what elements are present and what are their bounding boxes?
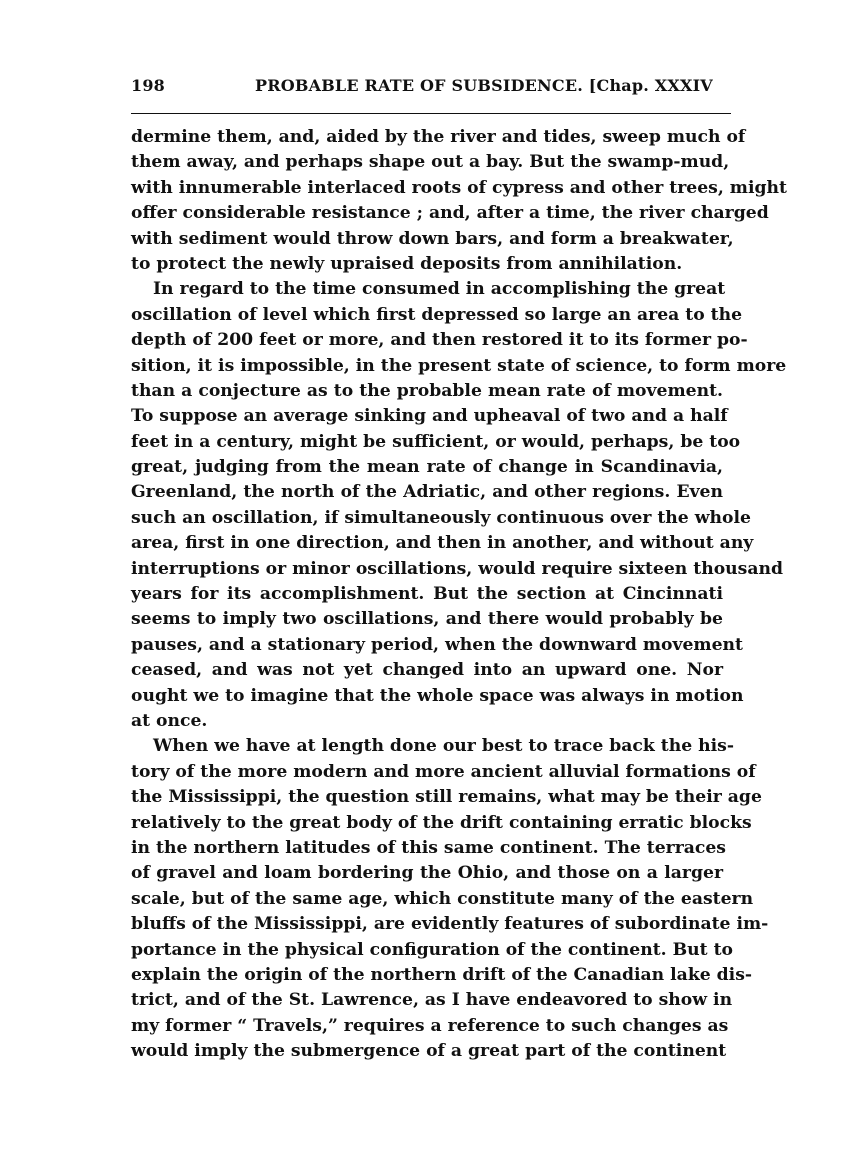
text-line: In regard to the time consumed in accomplishing the great [153,279,726,300]
text-line: offer considerable resistance ; and, after a time, the river charged [131,203,769,224]
text-line: interruptions or minor oscillations, would require sixteen thousand [131,558,783,579]
text-line: tory of the more modern and more ancient alluvial formations of [131,761,756,782]
text-line: trict, and of the St. Lawrence, as I have endeavored to show in [131,990,733,1011]
text-line: than a conjecture as to the probable mean rate of movement. [131,380,723,401]
page-header [131,76,728,102]
text-line: explain the origin of the northern drift of the Canadian lake dis- [131,964,752,985]
text-line: When we have at length done our best to trace back the his- [153,736,734,757]
text-line: portance in the physical configuration of the continent. But to [131,939,733,960]
text-line: in the northern latitudes of this same continent. The terraces [131,837,726,858]
text-line: them away, and perhaps shape out a bay. But the swamp-mud, [131,152,730,173]
text-line: Greenland, the north of the Adriatic, and other regions. Even [131,482,723,503]
text-line: ceased, and was not yet changed into an upward one. Nor [131,660,723,681]
text-line: To suppose an average sinking and upheaval of two and a half [131,406,728,427]
text-line: with innumerable interlaced roots of cypress and other trees, might [131,177,787,198]
text-line: such an oscillation, if simultaneously continuous over the whole [131,507,751,528]
text-line: seems to imply two oscillations, and there would probably be [131,609,723,630]
text-line: would imply the submergence of a great part of the continent [131,1041,727,1062]
text-line: sition, it is impossible, in the present state of science, to form more [131,355,787,376]
text-line: my former “ Travels,” requires a reference to such changes as [131,1015,729,1036]
text-line: dermine them, and, aided by the river and tides, sweep much of [131,127,746,147]
text-line: relatively to the great body of the drift containing erratic blocks [131,812,752,833]
text-line: area, first in one direction, and then in another, and without any [131,533,754,554]
text-line: feet in a century, might be sufficient, or would, perhaps, be too [131,431,741,452]
text-line: the Mississippi, the question still remains, what may be their age [131,787,762,808]
text-line: scale, but of the same age, which constitute many of the eastern [131,888,754,909]
text-line: with sediment would throw down bars, and form a breakwater, [131,228,734,249]
text-line: oscillation of level which first depressed so large an area to the [131,304,743,325]
text-line: years for its accomplishment. But the section at Cincinnati [131,584,723,605]
text-line: ought we to imagine that the whole space was always in motion [131,685,744,706]
text-line: at once. [131,710,208,731]
text-line: pauses, and a stationary period, when the downward movement [131,634,743,655]
text-line: great, judging from the mean rate of change in Scandinavia, [131,457,723,478]
running-title: PROBABLE RATE OF SUBSIDENCE. [Chap. XXXIV [255,76,713,95]
text-line: bluffs of the Mississippi, are evidently features of subordinate im- [131,914,769,935]
text-line: depth of 200 feet or more, and then restored it to its former po- [131,330,748,351]
page-number: 198 [131,76,165,95]
text-line: of gravel and loam bordering the Ohio, and those on a larger [131,863,723,884]
body-text [131,125,787,1064]
text-line: to protect the newly upraised deposits from annihilation. [131,253,683,274]
header-rule [131,113,731,114]
